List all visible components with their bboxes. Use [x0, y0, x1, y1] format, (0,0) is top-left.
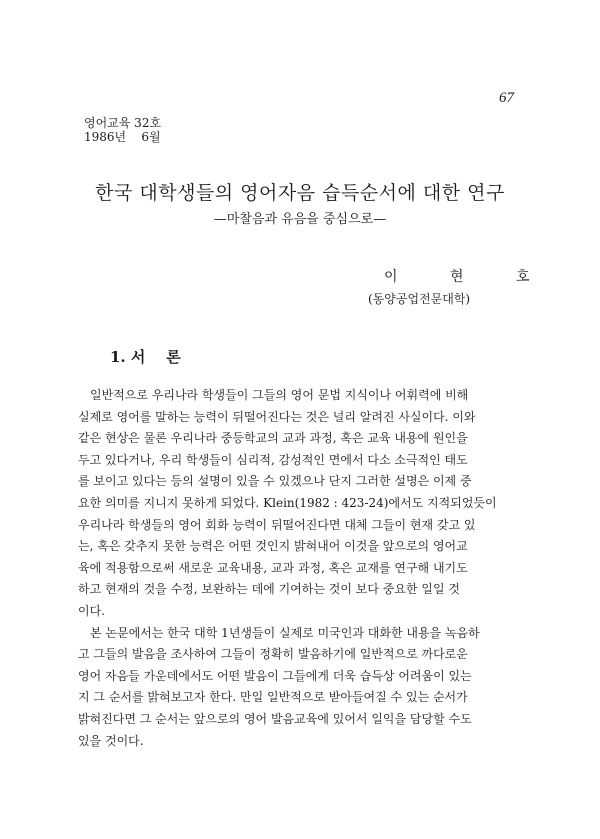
paragraph-line: 요한 의미를 지니지 못하게 되었다. Klein(1982 : 423-24)에서도 지적되었듯이 [78, 495, 497, 510]
paragraph-1 [78, 385, 522, 623]
paragraph-line: 본 논문에서는 한국 대학 1년생들이 실제로 미국인과 대화한 내용을 녹음하 [90, 625, 480, 640]
paragraph-line: 를 보이고 있다는 등의 설명이 있을 수 있겠으나 단지 그러한 설명은 이제 중 [78, 474, 472, 489]
author-name: 이 현 호 [384, 269, 554, 285]
paragraph-line: 이다. [78, 603, 105, 618]
paragraph-line: 일반적으로 우리나라 학생들이 그들의 영어 문법 지식이나 어휘력에 비해 [90, 388, 469, 402]
paragraph-line: 하고 현재의 것을 수정, 보완하는 데에 기여하는 것이 보다 중요한 일일 것 [78, 582, 460, 597]
section-heading: 1. 서 론 [110, 348, 181, 366]
paper-subtitle: —마찰음과 유음을 중심으로— [213, 212, 387, 227]
paragraph-line: 같은 현상은 물론 우리나라 중등학교의 교과 과정, 혹은 교육 내용에 원인을 [78, 431, 468, 446]
paper-title: 한국 대학생들의 영어자음 습득순서에 대한 연구 [95, 182, 505, 204]
journal-date: 1986년 6월 [84, 130, 161, 144]
journal-info [84, 116, 161, 144]
paragraph-line: 영어 자음들 가운데에서도 어떤 발음이 그들에게 더욱 습득상 어려움이 있는 [78, 668, 472, 683]
paragraph-line: 는, 혹은 갖추지 못한 능력은 어떤 것인지 밝혀내어 이것을 앞으로의 영어교 [78, 539, 468, 554]
paragraph-line: 실제로 영어를 말하는 능력이 뒤떨어진다는 것은 널리 알려진 사실이다. 이와 [78, 409, 476, 424]
journal-volume: 영어교육 32호 [84, 116, 162, 130]
page-number: 67 [499, 90, 514, 106]
paragraph-line: 있을 것이다. [78, 733, 144, 748]
paragraph-line: 두고 있다거나, 우리 학생들이 심리적, 감성적인 면에서 다소 소극적인 태도 [78, 452, 468, 467]
author-affiliation: (동양공업전문대학) [368, 292, 471, 306]
paragraph-line: 지 그 순서를 밝혀보고자 한다. 만일 일반적으로 받아들여질 수 있는 순서가 [78, 690, 468, 705]
paragraph-line: 우리나라 학생들의 영어 회화 능력이 뒤떨어진다면 대체 그들이 현재 갖고 있 [78, 517, 476, 532]
body-text [78, 385, 522, 752]
paragraph-2 [78, 623, 522, 753]
paragraph-line: 육에 적용함으로써 새로운 교육내용, 교과 과정, 혹은 교재를 연구해 내기도 [78, 560, 468, 575]
paragraph-line: 고 그들의 발음을 조사하여 그들이 정확히 발음하기에 일반적으로 까다로운 [78, 647, 468, 662]
paragraph-line: 밝혀진다면 그 순서는 앞으로의 영어 발음교육에 있어서 일익을 담당할 수도 [78, 711, 472, 726]
